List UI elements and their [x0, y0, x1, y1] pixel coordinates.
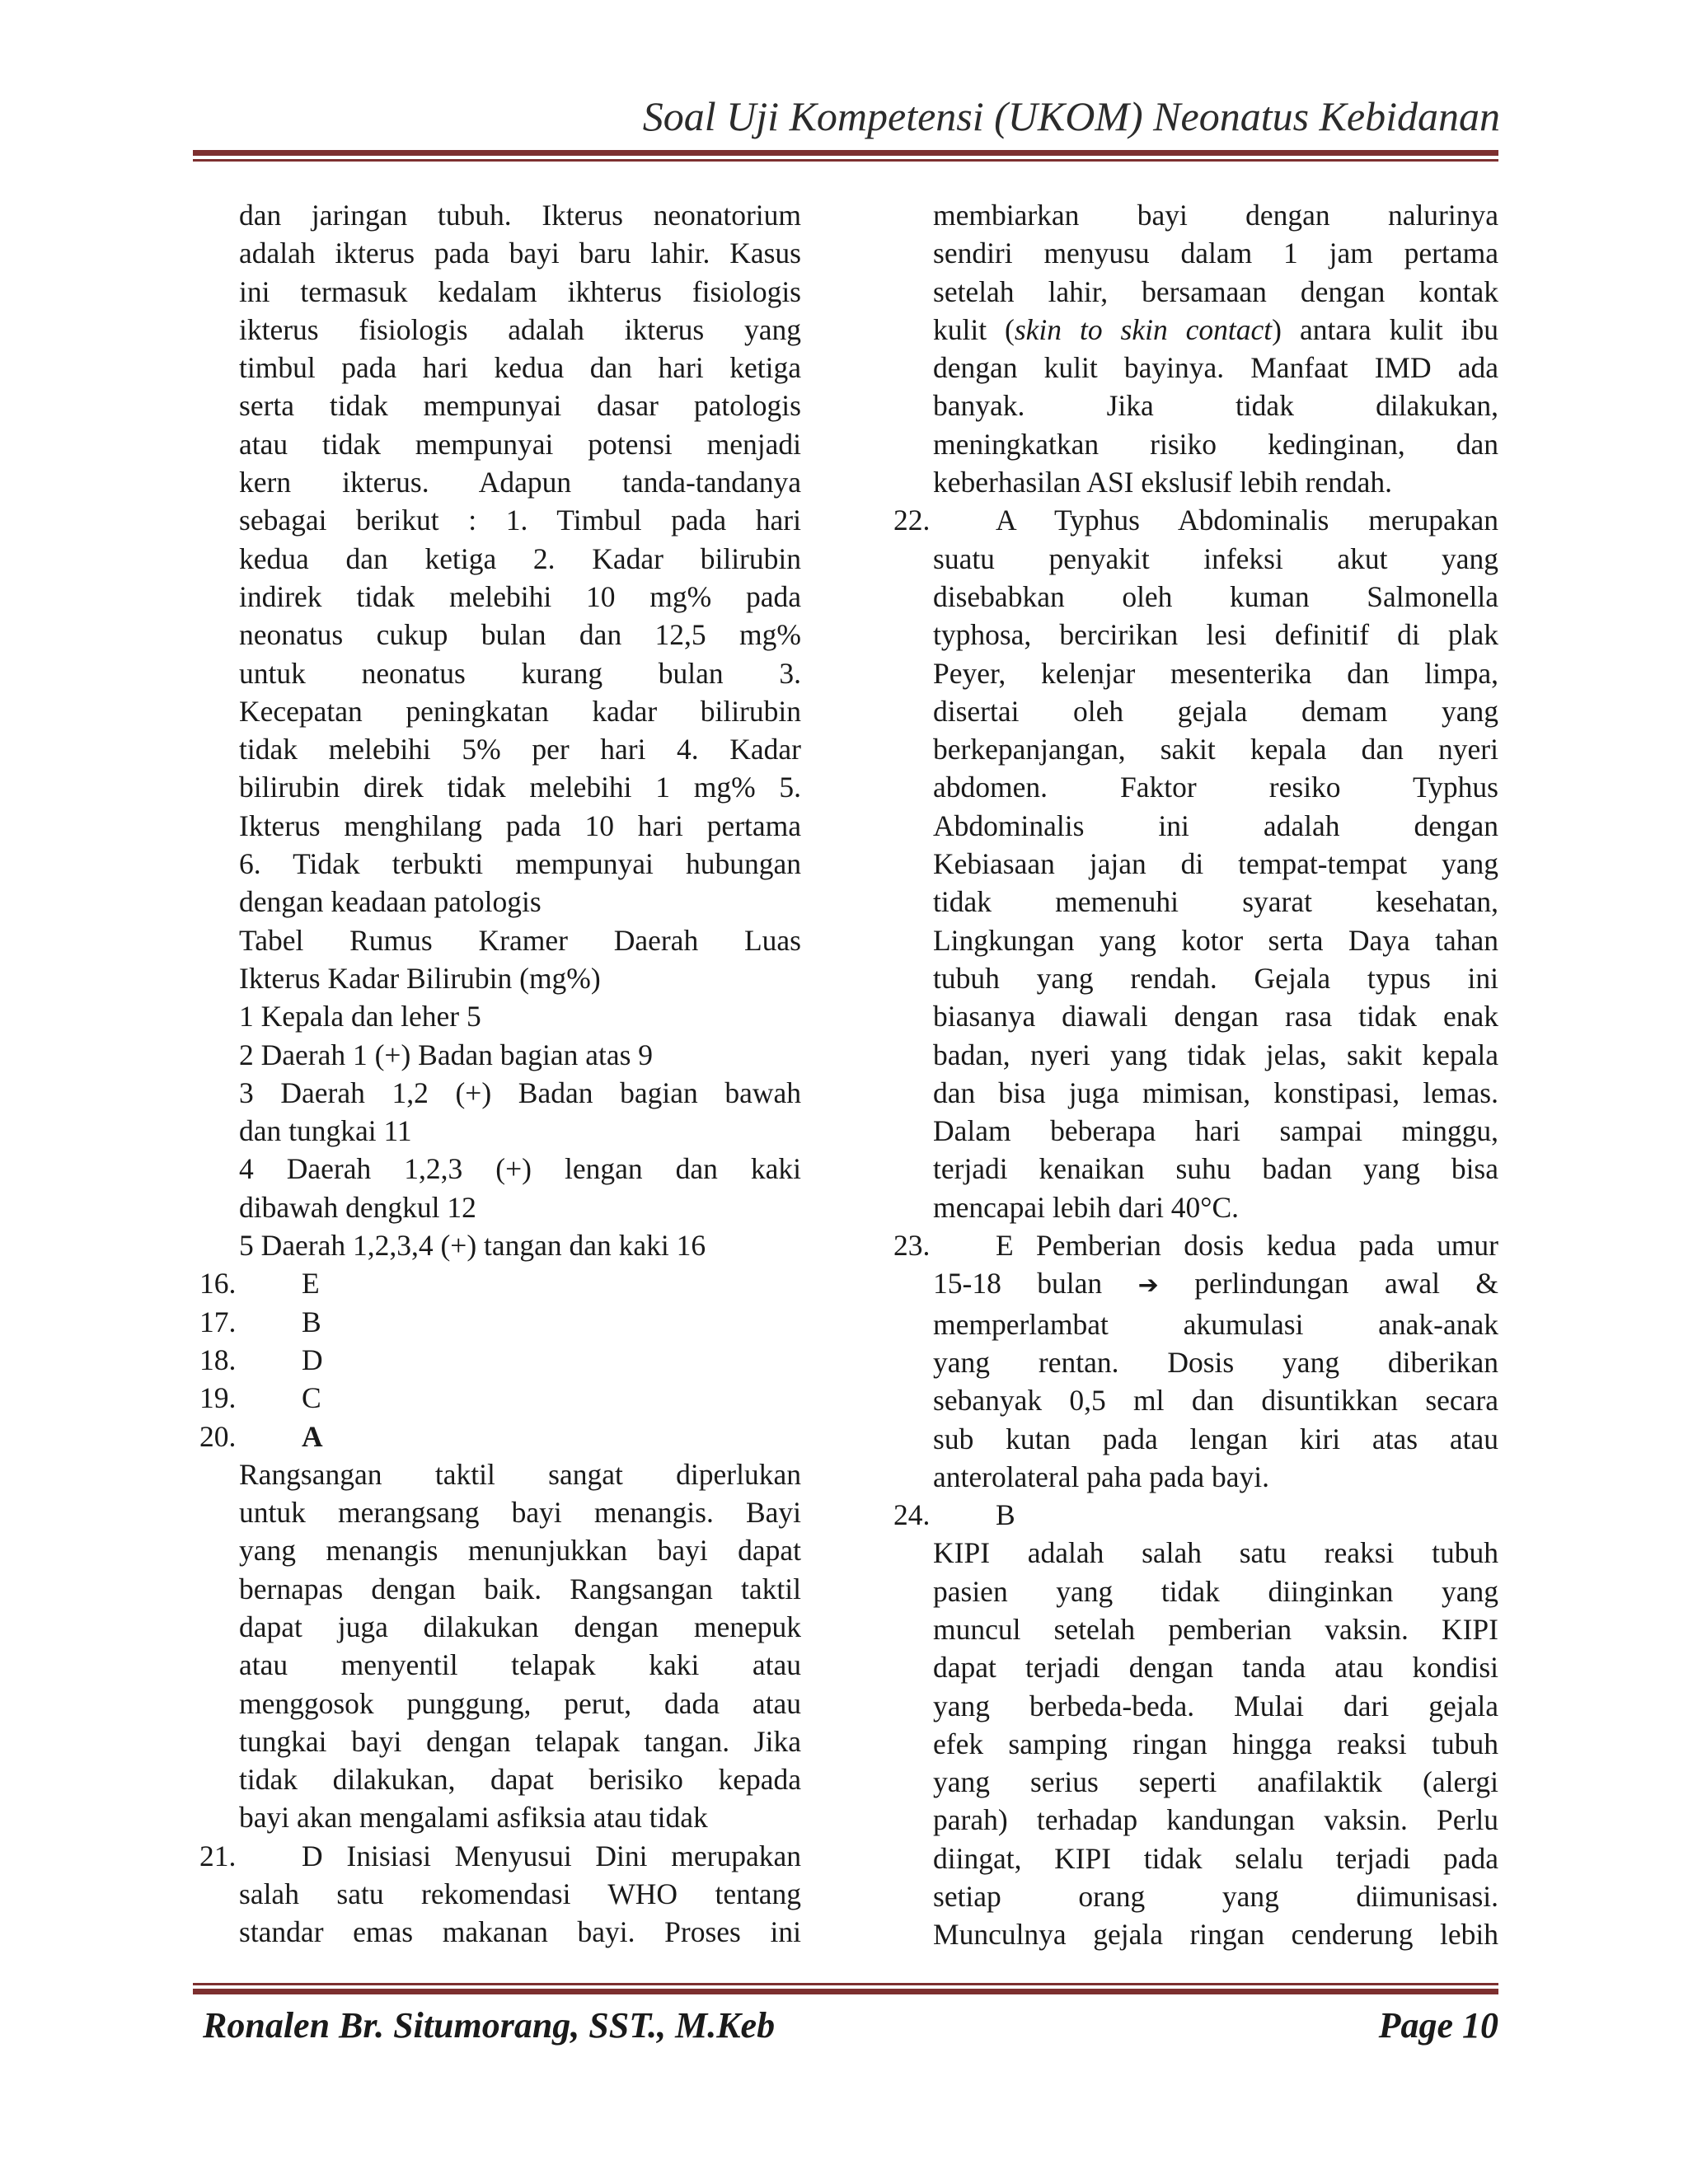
paragraph-line: sendiri menyusu dalam 1 jam pertama — [933, 237, 1498, 270]
paragraph-line: indirek tidak melebihi 10 mg% pada — [239, 579, 801, 613]
paragraph-line: membiarkan bayi dengan nalurinya — [933, 199, 1498, 232]
paragraph-line: Kecepatan peningkatan kadar bilirubin — [239, 694, 801, 728]
explanation-line: Rangsangan taktil sangat diperlukan — [239, 1457, 801, 1491]
paragraph-line: ikterus fisiologis adalah ikterus yang — [239, 312, 801, 346]
explanation-line: KIPI adalah salah satu reaksi tubuh — [933, 1536, 1498, 1570]
table-caption-line: Ikterus Kadar Bilirubin (mg%) — [239, 961, 601, 995]
explanation-line: menggosok punggung, perut, dada atau — [239, 1686, 801, 1720]
explanation-line: Lingkungan yang kotor serta Daya tahan — [933, 923, 1498, 957]
table-row-line: 2 Daerah 1 (+) Badan bagian atas 9 — [239, 1038, 654, 1071]
explanation-line: disebabkan oleh kuman Salmonella — [933, 579, 1498, 613]
question-first-line: A Typhus Abdominalis merupakan — [996, 504, 1498, 537]
explanation-line: diingat, KIPI tidak selalu terjadi pada — [933, 1841, 1498, 1875]
explanation-line: tidak dilakukan, dapat berisiko kepada — [239, 1763, 801, 1797]
skin-contact-line — [893, 311, 1498, 349]
explanation-line: efek samping ringan hingga reaksi tubuh — [933, 1727, 1498, 1760]
explanation-line: memperlambat akumulasi anak-anak — [933, 1307, 1498, 1341]
explanation-line: setiap orang yang diimunisasi. — [933, 1880, 1498, 1914]
paragraph-line: ini termasuk kedalam ikhterus fisiologis — [239, 274, 801, 308]
explanation-line: badan, nyeri yang tidak jelas, sakit kepala — [933, 1038, 1498, 1071]
answer-value: B — [302, 1305, 321, 1338]
explanation-line: atau menyentil telapak kaki atau — [239, 1648, 801, 1682]
header-rule-thick — [193, 150, 1498, 156]
explanation-line: yang berbeda-beda. Mulai dari gejala — [933, 1689, 1498, 1722]
paragraph-line: banyak. Jika tidak dilakukan, — [933, 389, 1498, 423]
explanation-line: anterolateral paha pada bayi. — [933, 1460, 1270, 1493]
answer-number: 19. — [199, 1381, 237, 1415]
question-first-line: E Pemberian dosis kedua pada umur — [996, 1229, 1498, 1263]
right-column — [893, 196, 1498, 1954]
question-number: 21. — [199, 1839, 237, 1872]
explanation-line: standar emas makanan bayi. Proses ini — [239, 1915, 801, 1949]
explanation-line: dan bisa juga mimisan, konstipasi, lemas. — [933, 1076, 1498, 1109]
answer-number: 16. — [199, 1267, 237, 1301]
answer-row — [199, 1264, 801, 1302]
explanation-line: biasanya diawali dengan rasa tidak enak — [933, 1000, 1498, 1033]
answer-row — [199, 1303, 801, 1341]
explanation-line: bernapas dengan baik. Rangsangan taktil — [239, 1572, 801, 1605]
explanation-line: parah) terhadap kandungan vaksin. Perlu — [933, 1803, 1498, 1837]
explanation-line: Dalam beberapa hari sampai minggu, — [933, 1114, 1498, 1148]
explanation-line: typhosa, bercirikan lesi definitif di plak — [933, 618, 1498, 652]
explanation-line: tungkai bayi dengan telapak tangan. Jika — [239, 1724, 801, 1758]
answer-value: C — [302, 1381, 321, 1415]
explanation-line: dapat terjadi dengan tanda atau kondisi — [933, 1651, 1498, 1685]
explanation-line: muncul setelah pemberian vaksin. KIPI — [933, 1612, 1498, 1646]
question-21 — [199, 1837, 801, 1875]
explanation-line: Peyer, kelenjar mesenterika dan limpa, — [933, 656, 1498, 690]
paragraph-line: timbul pada hari kedua dan hari ketiga — [239, 351, 801, 385]
paragraph-line: sebagai berikut : 1. Timbul pada hari — [239, 504, 801, 537]
footer-rule-thick — [193, 1989, 1498, 1994]
explanation-line: untuk merangsang bayi menangis. Bayi — [239, 1496, 801, 1530]
text-segment: perlindungan awal & — [1194, 1267, 1498, 1301]
paragraph-line: kern ikterus. Adapun tanda-tandanya — [239, 466, 801, 499]
explanation-line: mencapai lebih dari 40°C. — [933, 1190, 1240, 1224]
paragraph-line: dengan keadaan patologis — [239, 885, 542, 919]
paragraph-line: 6. Tidak terbukti mempunyai hubungan — [239, 847, 801, 881]
paragraph-line: setelah lahir, bersamaan dengan kontak — [933, 274, 1498, 308]
paragraph-line: keberhasilan ASI ekslusif lebih rendah. — [933, 466, 1393, 499]
page-header-title: Soal Uji Kompetensi (UKOM) Neonatus Kebidanan — [642, 93, 1500, 139]
answer-row — [199, 1379, 801, 1417]
table-row-line: 3 Daerah 1,2 (+) Badan bagian bawah — [239, 1076, 801, 1109]
answer-number: 20. — [199, 1419, 237, 1453]
paragraph-line: bilirubin direk tidak melebihi 1 mg% 5. — [239, 771, 801, 804]
footer-rule-thin — [193, 1983, 1498, 1985]
answer-number: 17. — [199, 1305, 237, 1338]
footer-author: Ronalen Br. Situmorang, SST., M.Keb — [203, 2005, 776, 2046]
answer-value: E — [302, 1267, 320, 1301]
answer-row — [199, 1341, 801, 1379]
arrow-icon: ➔ — [1137, 1271, 1159, 1301]
table-row-line: 1 Kepala dan leher 5 — [239, 1000, 481, 1033]
explanation-line: dapat juga dilakukan dengan menepuk — [239, 1610, 801, 1643]
italic-term: skin to skin contact — [1014, 312, 1273, 346]
explanation-line: disertai oleh gejala demam yang — [933, 694, 1498, 728]
text-segment: kulit ( — [933, 312, 1015, 346]
question-22 — [893, 501, 1498, 539]
footer-page-number: Page 10 — [1378, 2005, 1498, 2046]
explanation-line: yang menangis menunjukkan bayi dapat — [239, 1534, 801, 1568]
answer-row — [199, 1418, 801, 1455]
explanation-line: tidak memenuhi syarat kesehatan, — [933, 885, 1498, 919]
explanation-line: suatu penyakit infeksi akut yang — [933, 541, 1498, 575]
paragraph-line: dengan kulit bayinya. Manfaat IMD ada — [933, 351, 1498, 385]
question-number: 22. — [893, 504, 931, 537]
paragraph-line: tidak melebihi 5% per hari 4. Kadar — [239, 733, 801, 766]
explanation-line: salah satu rekomendasi WHO tentang — [239, 1877, 801, 1911]
answer-number: 18. — [199, 1343, 237, 1376]
explanation-line: yang serius seperti anafilaktik (alergi — [933, 1765, 1498, 1799]
paragraph-line: dan jaringan tubuh. Ikterus neonatorium — [239, 199, 801, 232]
text-segment: 15-18 bulan — [933, 1267, 1103, 1301]
question-number: 24. — [893, 1498, 931, 1532]
paragraph-line: Ikterus menghilang pada 10 hari pertama — [239, 808, 801, 842]
left-column — [199, 196, 801, 1952]
explanation-line: pasien yang tidak diinginkan yang — [933, 1574, 1498, 1608]
table-row-line: 5 Daerah 1,2,3,4 (+) tangan dan kaki 16 — [239, 1229, 706, 1263]
explanation-line: tubuh yang rendah. Gejala typus ini — [933, 961, 1498, 995]
table-row-line: dibawah dengkul 12 — [239, 1190, 476, 1224]
explanation-line — [893, 1264, 1498, 1305]
paragraph-line: adalah ikterus pada bayi baru lahir. Kasus — [239, 237, 801, 270]
table-row-line: 4 Daerah 1,2,3 (+) lengan dan kaki — [239, 1152, 801, 1186]
table-caption-line: Tabel Rumus Kramer Daerah Luas — [239, 923, 801, 957]
explanation-line: abdomen. Faktor resiko Typhus — [933, 771, 1498, 804]
explanation-line: Kebiasaan jajan di tempat-tempat yang — [933, 847, 1498, 881]
paragraph-line: untuk neonatus kurang bulan 3. — [239, 656, 801, 690]
paragraph-line: kedua dan ketiga 2. Kadar bilirubin — [239, 541, 801, 575]
explanation-line: Abdominalis ini adalah dengan — [933, 808, 1498, 842]
question-24 — [893, 1496, 1498, 1534]
answer-value: A — [302, 1419, 323, 1453]
paragraph-line: neonatus cukup bulan dan 12,5 mg% — [239, 618, 801, 652]
answer-value: D — [302, 1343, 323, 1376]
explanation-line: Munculnya gejala ringan cenderung lebih — [933, 1918, 1498, 1952]
header-rule-thin — [193, 159, 1498, 162]
paragraph-line: serta tidak mempunyai dasar patologis — [239, 389, 801, 423]
answer-value: B — [996, 1498, 1015, 1532]
question-23 — [893, 1226, 1498, 1264]
paragraph-line: meningkatkan risiko kedinginan, dan — [933, 427, 1498, 461]
explanation-line: sub kutan pada lengan kiri atas atau — [933, 1422, 1498, 1455]
table-row-line: dan tungkai 11 — [239, 1114, 412, 1148]
question-first-line: D Inisiasi Menyusui Dini merupakan — [302, 1839, 801, 1872]
paragraph-line: atau tidak mempunyai potensi menjadi — [239, 427, 801, 461]
explanation-line: berkepanjangan, sakit kepala dan nyeri — [933, 733, 1498, 766]
explanation-line: terjadi kenaikan suhu badan yang bisa — [933, 1152, 1498, 1186]
explanation-line: sebanyak 0,5 ml dan disuntikkan secara — [933, 1384, 1498, 1418]
explanation-line: yang rentan. Dosis yang diberikan — [933, 1345, 1498, 1379]
explanation-line: bayi akan mengalami asfiksia atau tidak — [239, 1801, 708, 1835]
question-number: 23. — [893, 1229, 931, 1263]
text-segment: ) antara kulit ibu — [1272, 312, 1498, 346]
